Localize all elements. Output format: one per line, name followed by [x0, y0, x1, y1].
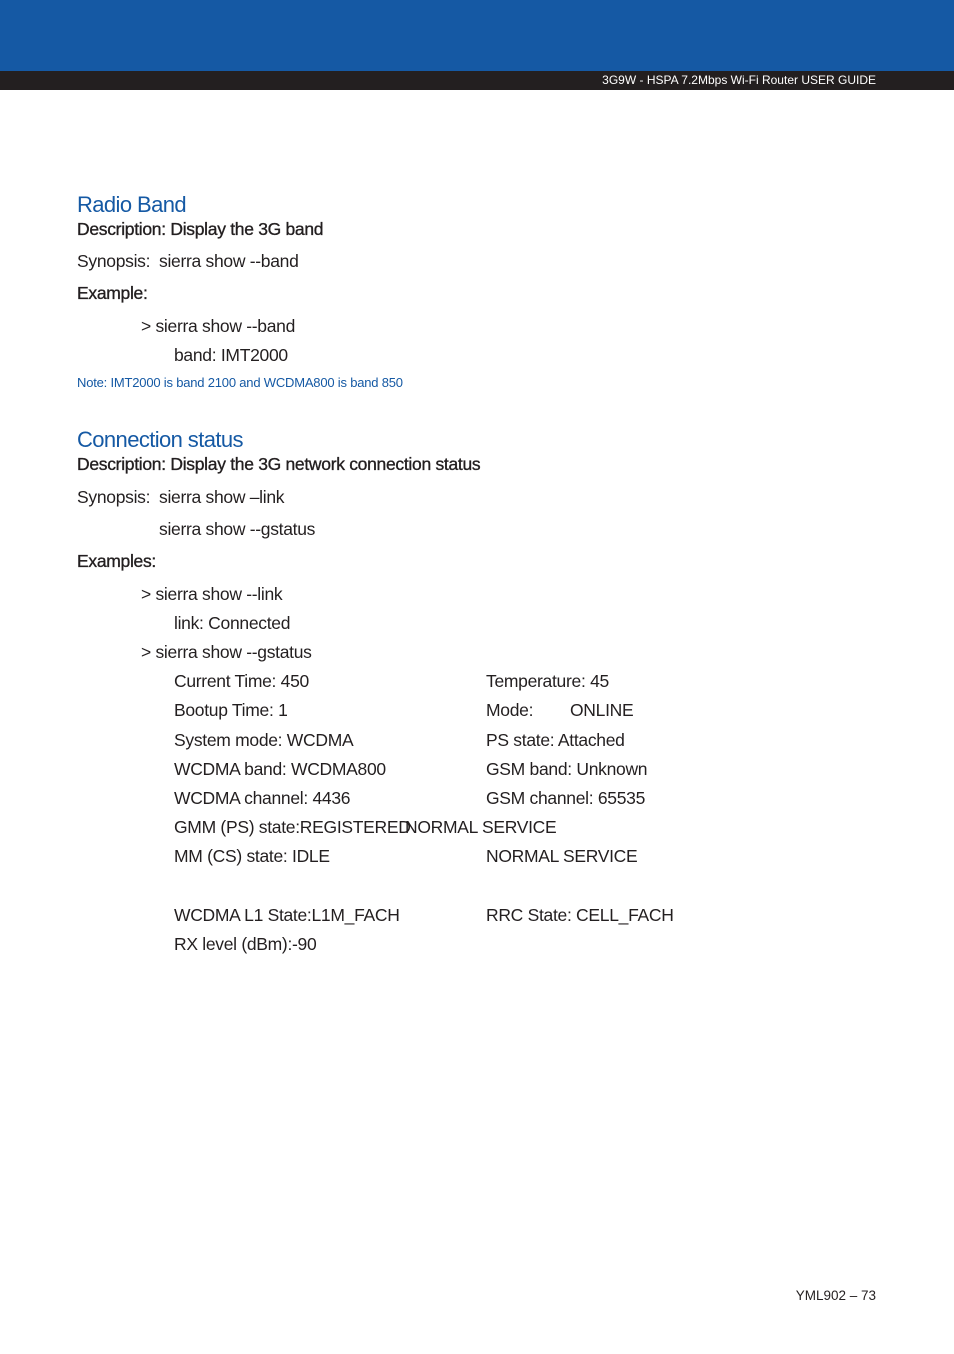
gstatus-rx-level: RX level (dBm):-90 [174, 934, 317, 954]
gstatus-gmm-service: NORMAL SERVICE [405, 817, 557, 837]
gstatus-temperature: Temperature: 45 [486, 671, 609, 691]
radio-band-example-label: Example: [77, 283, 148, 303]
gstatus-mm-state: MM (CS) state: IDLE [174, 846, 330, 866]
example-gstatus-command: > sierra show --gstatus [141, 642, 312, 662]
gstatus-system-mode: System mode: WCDMA [174, 730, 354, 750]
radio-band-example-command: > sierra show --band [141, 316, 296, 336]
gstatus-gsm-channel: GSM channel: 65535 [486, 788, 646, 808]
connection-status-description: Description: Display the 3G network connection status [77, 454, 481, 474]
radio-band-description: Description: Display the 3G band [77, 219, 324, 239]
example-link-command: > sierra show --link [141, 584, 283, 604]
gstatus-current-time: Current Time: 450 [174, 671, 309, 691]
gstatus-mode-label: Mode: [486, 700, 534, 720]
gstatus-bootup-time: Bootup Time: 1 [174, 700, 288, 720]
gstatus-gmm-state: GMM (PS) state:REGISTERED [174, 817, 411, 837]
gstatus-wcdma-band: WCDMA band: WCDMA800 [174, 759, 386, 779]
gstatus-rrc-state: RRC State: CELL_FACH [486, 905, 674, 925]
connection-status-examples-label: Examples: [77, 551, 156, 571]
page-number: YML902 – 73 [795, 1288, 876, 1303]
example-link-output: link: Connected [174, 613, 291, 633]
gstatus-mm-service: NORMAL SERVICE [486, 846, 638, 866]
connection-status-heading: Connection status [77, 427, 243, 452]
connection-status-synopsis-label: Synopsis: [77, 487, 151, 507]
connection-status-synopsis-command-link: sierra show –link [159, 487, 285, 507]
gstatus-ps-state: PS state: Attached [486, 730, 625, 750]
gstatus-gsm-band: GSM band: Unknown [486, 759, 648, 779]
gstatus-wcdma-l1-state: WCDMA L1 State:L1M_FACH [174, 905, 400, 925]
radio-band-heading: Radio Band [77, 192, 186, 217]
gstatus-mode-value: ONLINE [570, 700, 634, 720]
radio-band-synopsis-command: sierra show --band [159, 251, 299, 271]
header-banner [0, 0, 954, 71]
radio-band-example-output: band: IMT2000 [174, 345, 288, 365]
radio-band-synopsis-label: Synopsis: [77, 251, 151, 271]
connection-status-synopsis-command-gstatus: sierra show --gstatus [159, 519, 316, 539]
gstatus-wcdma-channel: WCDMA channel: 4436 [174, 788, 351, 808]
document-title: 3G9W - HSPA 7.2Mbps Wi-Fi Router USER GUIDE [602, 73, 876, 87]
radio-band-note: Note: IMT2000 is band 2100 and WCDMA800 is band 850 [77, 375, 403, 390]
